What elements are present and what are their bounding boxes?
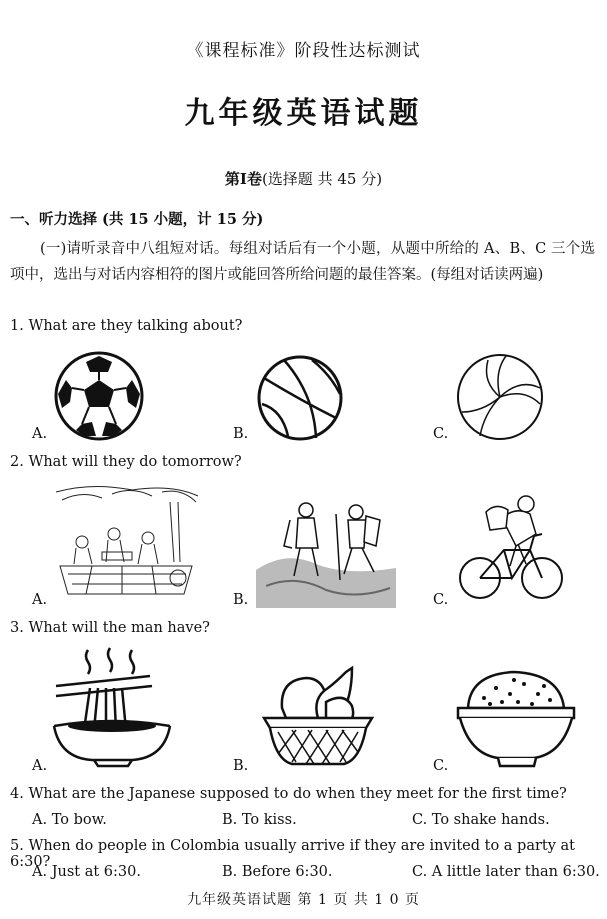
page-footer: 九年级英语试题 第 1 页 共 1 0 页 [187, 892, 420, 908]
fruit-basket-icon[interactable] [256, 662, 381, 768]
noodles-bowl-icon[interactable] [50, 646, 175, 768]
q5-option-c[interactable]: C. A little later than 6:30. [412, 864, 600, 880]
question-4: 4. What are the Japanese supposed to do when they meet for the first time? [10, 786, 567, 802]
rice-bowl-icon[interactable] [454, 664, 579, 768]
q1-option-a[interactable]: A. [32, 426, 48, 442]
volleyball-icon[interactable] [454, 352, 546, 442]
hiking-scene-icon[interactable] [256, 490, 396, 608]
q3-option-c[interactable]: C. [433, 758, 449, 774]
part-heading: 一、听力选择 (共 15 小题，计 15 分) [10, 211, 264, 228]
question-3: 3. What will the man have? [10, 620, 210, 636]
q1-option-c[interactable]: C. [433, 426, 449, 442]
part-instructions: (一)请听录音中八组短对话。每组对话后有一个小题，从题中所给的 A、B、C 三个选项中，选出与对话内容相符的图片或能回答所给问题的最佳答案。(每组对话读两遍) [10, 241, 595, 283]
soccer-ball-icon[interactable] [52, 350, 147, 442]
q4-option-a[interactable]: A. To bow. [32, 812, 107, 828]
q3-option-b[interactable]: B. [233, 758, 249, 774]
q4-option-c[interactable]: C. To shake hands. [412, 812, 550, 828]
q4-option-b[interactable]: B. To kiss. [222, 812, 297, 828]
section-volume: 第Ⅰ卷 [224, 170, 262, 188]
exam-subtitle: 《课程标准》阶段性达标测试 [186, 41, 421, 61]
q2-option-c[interactable]: C. [433, 592, 449, 608]
q2-option-b[interactable]: B. [233, 592, 249, 608]
question-2: 2. What will they do tomorrow? [10, 454, 242, 470]
exam-title: 九年级英语试题 [184, 96, 423, 131]
q5-option-b[interactable]: B. Before 6:30. [222, 864, 333, 880]
q2-option-a[interactable]: A. [32, 592, 48, 608]
question-5: 5. When do people in Colombia usually arrive if they are invited to a party at 6:30? [10, 838, 576, 870]
section-detail: (选择题 共 45 分) [261, 170, 383, 188]
q5-option-a[interactable]: A. Just at 6:30. [32, 864, 141, 880]
cycling-scene-icon[interactable] [456, 488, 566, 604]
basketball-icon[interactable] [254, 354, 346, 442]
question-1: 1. What are they talking about? [10, 318, 243, 334]
q3-option-a[interactable]: A. [32, 758, 48, 774]
q1-option-b[interactable]: B. [233, 426, 249, 442]
section-heading [0, 168, 607, 189]
picnic-scene-icon[interactable] [52, 482, 200, 604]
